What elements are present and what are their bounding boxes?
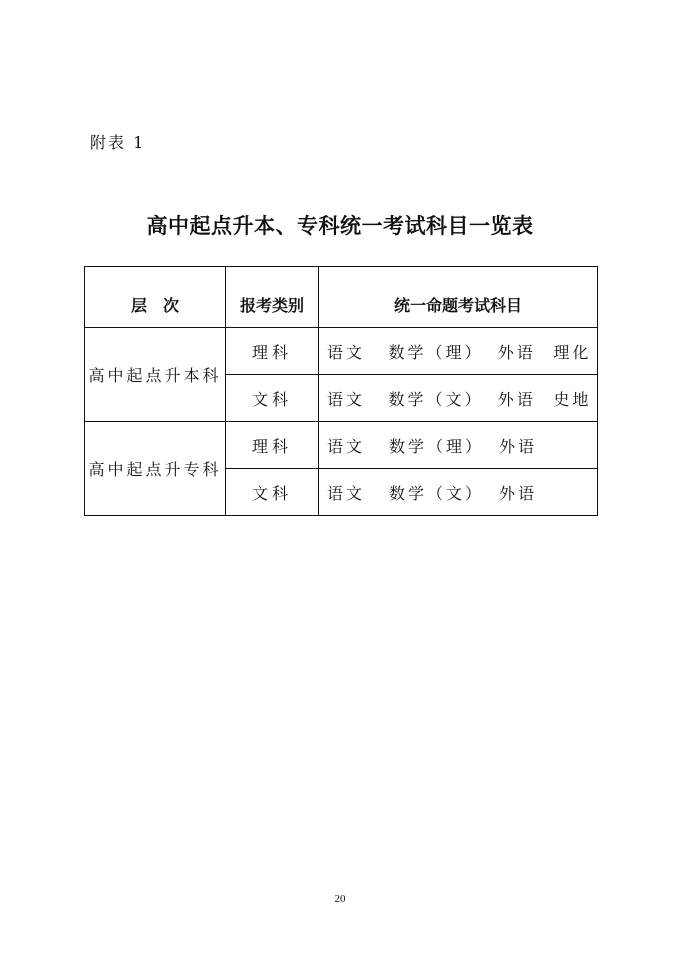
header-level: 层 次 — [85, 267, 226, 328]
table-row — [85, 422, 598, 469]
header-category: 报考类别 — [226, 267, 319, 328]
attachment-label: 附表 1 — [90, 133, 146, 152]
subjects-cell — [319, 375, 598, 422]
subject-item: 数学（文） — [389, 483, 485, 503]
subject-item: 语文 — [327, 342, 366, 362]
category-cell: 理科 — [226, 328, 319, 375]
category-cell: 理科 — [226, 422, 319, 469]
category-cell: 文科 — [226, 375, 319, 422]
table-header-row — [85, 267, 598, 328]
subject-item: 史地 — [553, 389, 592, 409]
subjects-cell — [319, 469, 598, 516]
subject-item: 外语 — [499, 436, 538, 456]
header-subjects: 统一命题考试科目 — [319, 267, 598, 328]
category-cell: 文科 — [226, 469, 319, 516]
subject-item: 外语 — [497, 342, 536, 362]
document-title: 高中起点升本、专科统一考试科目一览表 — [146, 213, 534, 238]
subject-item: 数学（理） — [388, 342, 484, 362]
subject-item: 数学（理） — [389, 436, 485, 456]
subject-item: 数学（文） — [388, 389, 484, 409]
subjects-cell — [319, 422, 598, 469]
level-cell-zhuanke: 高中起点升专科 — [85, 422, 226, 516]
subject-item: 外语 — [497, 389, 536, 409]
subject-item: 语文 — [327, 483, 366, 503]
exam-subjects-table — [84, 266, 598, 516]
subject-item: 语文 — [327, 436, 366, 456]
subject-item: 理化 — [553, 342, 592, 362]
page-number: 20 — [334, 893, 346, 905]
table-row — [85, 328, 598, 375]
level-cell-benke: 高中起点升本科 — [85, 328, 226, 422]
subject-item: 语文 — [327, 389, 366, 409]
subjects-cell — [319, 328, 598, 375]
subject-item: 外语 — [499, 483, 538, 503]
